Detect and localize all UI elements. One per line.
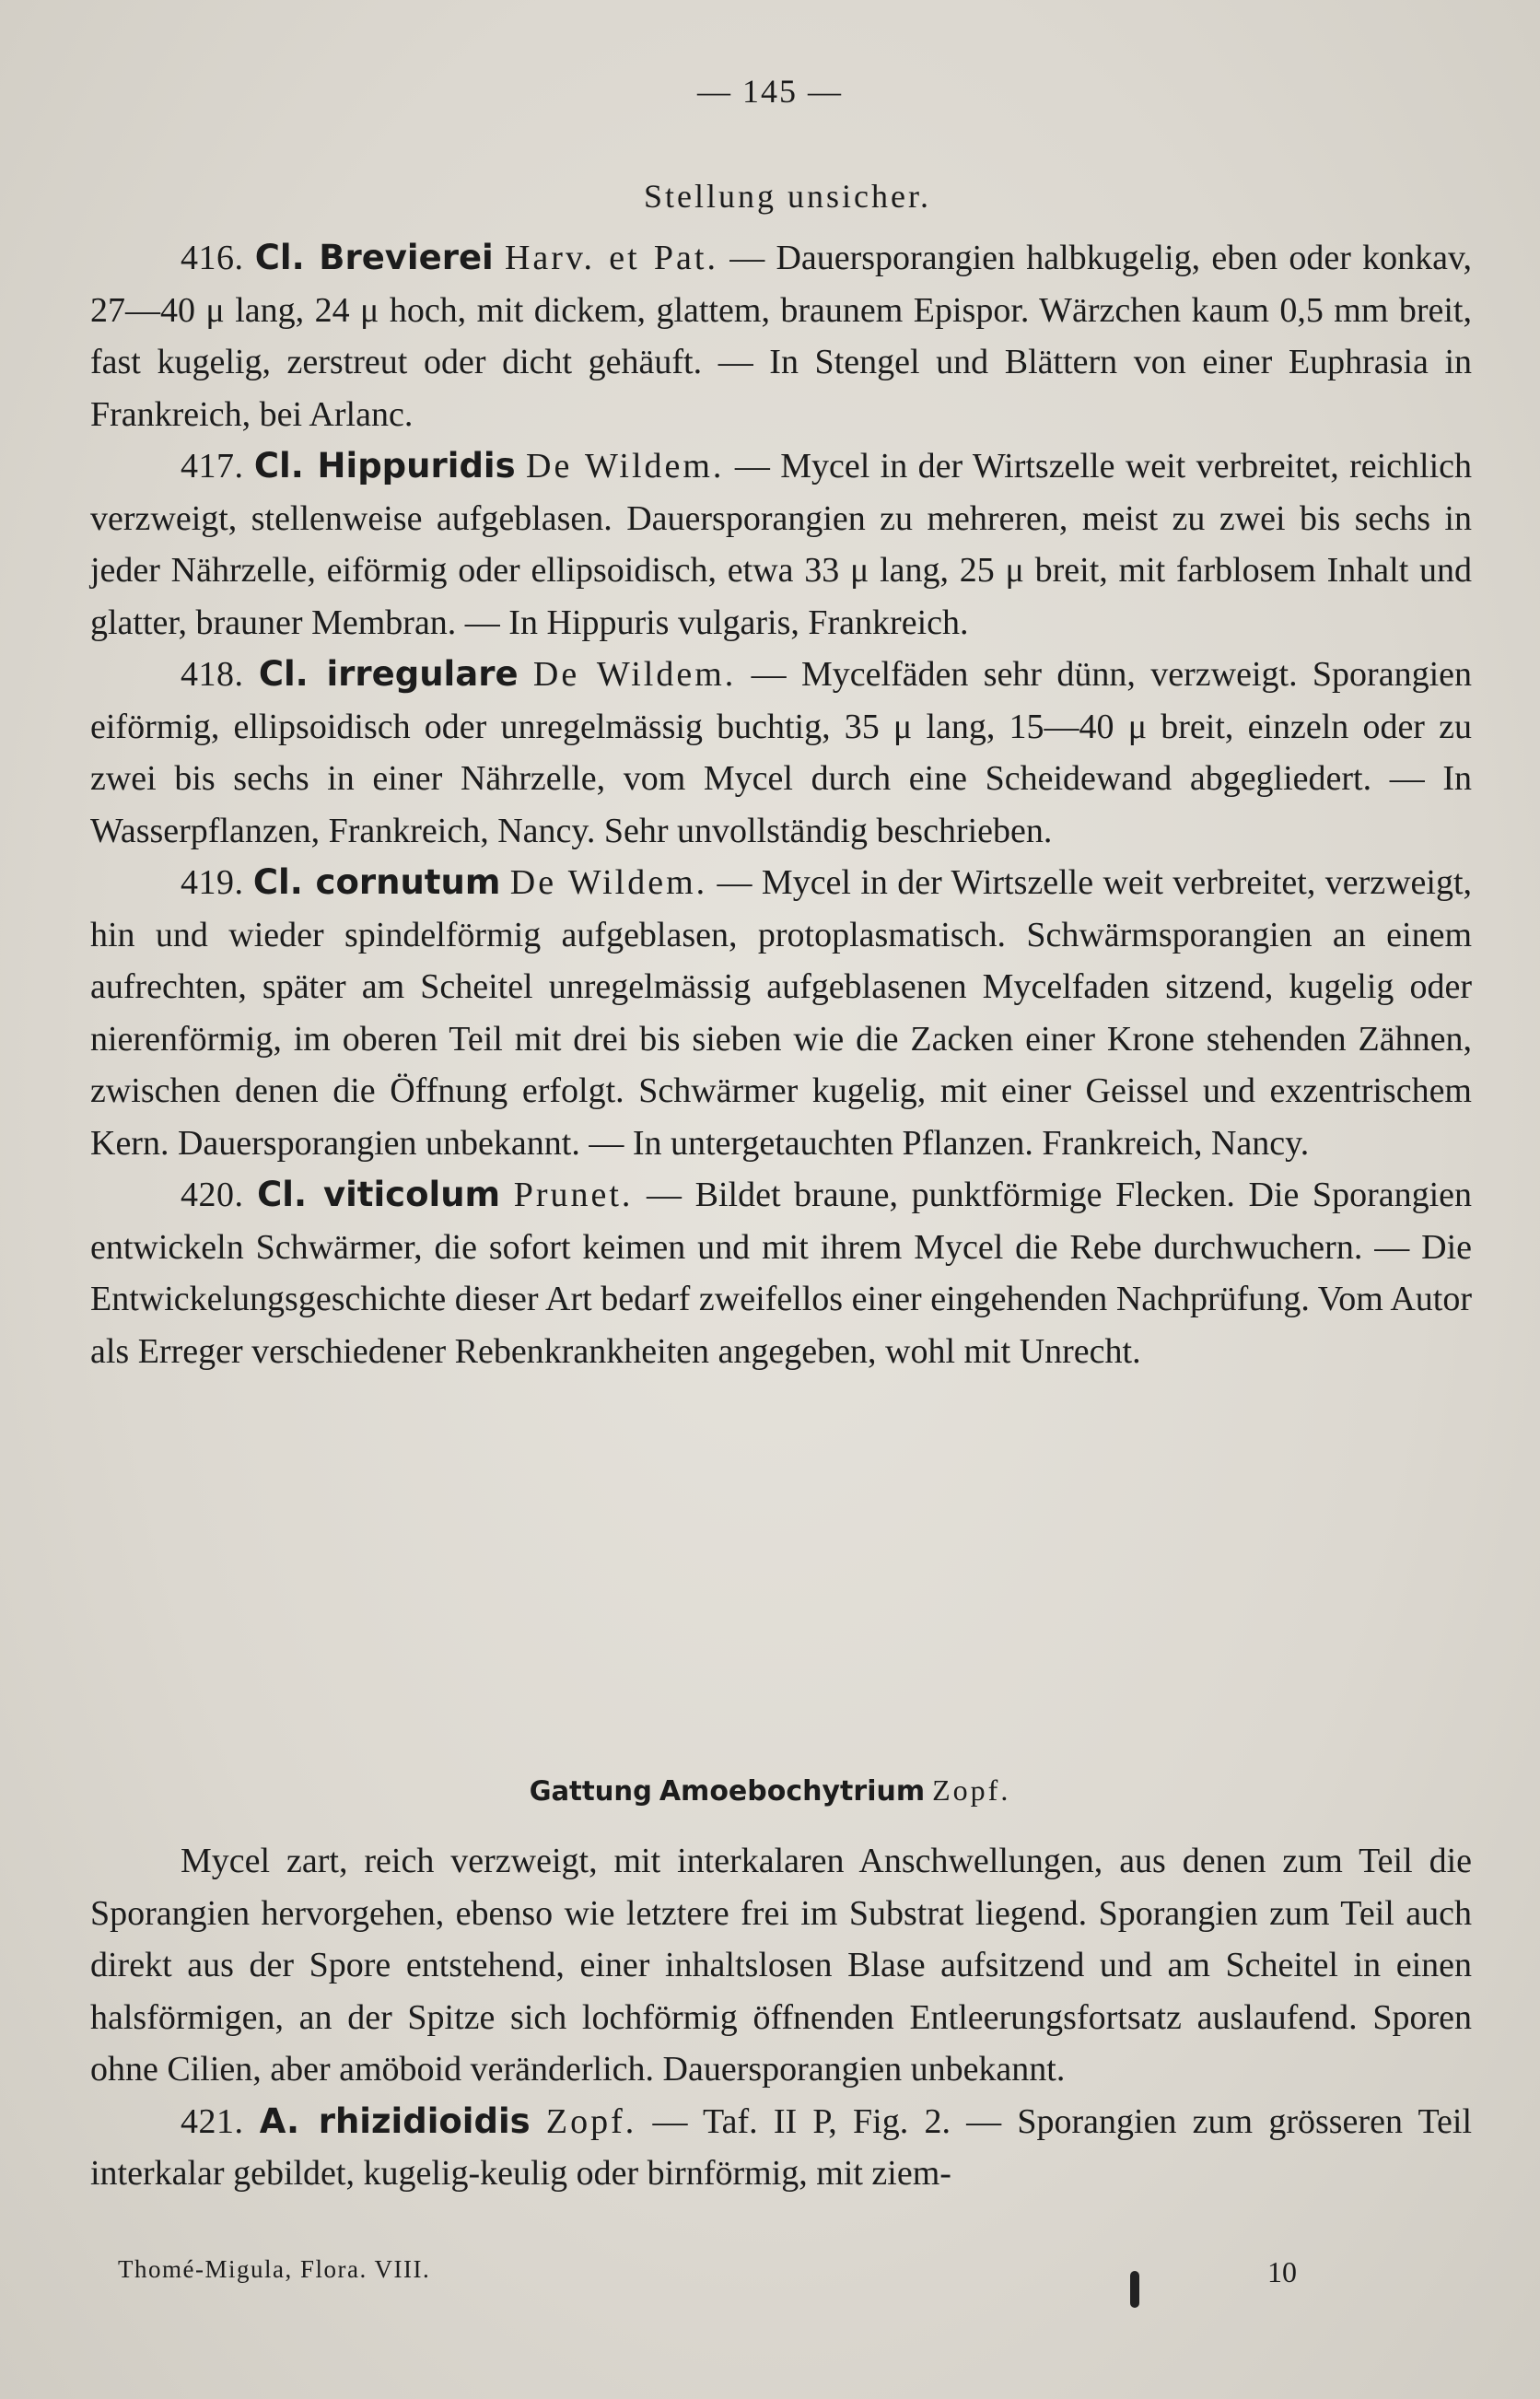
species-name: A. rhizidioidis [259,2101,531,2141]
page-number: — 145 — [697,73,843,110]
species-entry-417 [90,440,1472,649]
entry-text: — Mycelfäden sehr dünn, verzweigt. Sporangien eiförmig, ellipsoidisch oder unregelmässig buchtig, 35 μ lang, 15—40 μ breit, einzeln oder zu zwei bis sechs in einer Nährzelle, vom Mycel durch eine Scheidewand abgegliedert. — In Wasserpflanzen, Frankreich, Nancy. Sehr unvollständig beschrieben. [90,655,1472,850]
species-entry-416 [90,232,1472,440]
entry-text: — Mycel in der Wirtszelle weit verbreitet, reichlich verzweigt, stellenweise aufgeblasen. Dauersporangien zu mehreren, meist zu zwei bis sechs in jeder Nährzelle, eiförmig oder ellipsoidisch, etwa 33 μ lang, 25 μ breit, mit farblosem Inhalt und glatter, brauner Membran. — In Hippuris vulgaris, Frankreich. [90,447,1473,642]
entry-text: — Bildet braune, punktförmige Flecken. Die Sporangien entwickeln Schwärmer, die sofort keimen und mit ihrem Mycel die Rebe durchwuchern. — Die Entwickelungsgeschichte dieser Art bedarf zweifellos einer eingehenden Nachprüfung. Vom Autor als Erreger verschiedener Rebenkrankheiten angegeben, wohl mit Unrecht. [90,1176,1473,1371]
genus-description: Mycel zart, reich verzweigt, mit interkalaren Anschwellungen, aus denen zum Teil die Sporangien hervorgehen, ebenso wie letztere frei im Substrat liegend. Sporangien zum Teil auch direkt aus der Spore entstehend, einer inhaltslosen Blase aufsitzend und am Scheitel in einen halsförmigen, an der Spitze sich lochförmig öffnenden Entleerungsfortsatz auslaufend. Sporen ohne Cilien, aber amöboid veränderlich. Dauersporangien unbekannt. [90,1842,1472,2089]
species-author: Harv. et Pat. [504,239,718,277]
genus-name: Amoebochytrium [659,1775,926,1808]
species-entry-419 [90,857,1472,1169]
species-author: Prunet. [513,1176,634,1214]
entry-text: — Dauersporangien halbkugelig, eben oder konkav, 27—40 μ lang, 24 μ hoch, mit dickem, glattem, braunem Epispor. Wärzchen kaum 0,5 mm breit, fast kugelig, zerstreut oder dicht gehäuft. — In Stengel und Blättern von einer Euphrasia in Frankreich, bei Arlanc. [90,239,1473,434]
species-author: De Wildem. [532,655,737,694]
species-name: Cl. Hippuridis [253,446,516,486]
species-author: De Wildem. [509,863,708,902]
genus-author: Zopf. [932,1773,1011,1807]
entry-text: — Mycel in der Wirtszelle weit verbreitet, verzweigt, hin und wieder spindelförmig aufgeblasen, protoplasmatisch. Schwärmsporangien an einem aufrechten, später am Scheitel unregelmässig aufgeblasenen Mycelfaden sitzend, kugelig oder nierenförmig, im oberen Teil mit drei bis sieben wie die Zacken einer Krone stehenden Zähnen, zwischen denen die Öffnung erfolgt. Schwärmer kugelig, mit einer Geissel und exzentrischem Kern. Dauersporangien unbekannt. — In untergetauchten Pflanzen. Frankreich, Nancy. [90,863,1473,1163]
entry-number: 419. [181,863,244,902]
section-heading: Stellung unsicher. [644,178,931,215]
genus-section [90,1835,1472,2200]
species-name: Cl. cornutum [252,862,501,902]
footer-signature: 10 [1267,2255,1297,2288]
ink-spot [1130,2271,1139,2308]
species-author: De Wildem. [526,447,725,486]
entry-number: 421. [181,2101,244,2141]
species-entry-418 [90,649,1472,857]
species-name: Cl. irregulare [258,654,519,694]
species-author: Zopf. [545,2101,637,2141]
species-entries [90,232,1472,1377]
footer-book-title: Thomé-Migula, Flora. VIII. [118,2255,431,2283]
species-name: Cl. Brevierei [254,238,494,277]
entry-number: 416. [181,239,244,277]
species-entry-421 [90,2096,1472,2200]
entry-number: 417. [181,447,244,486]
entry-number: 418. [181,655,244,694]
genus-heading [0,1773,1540,1808]
entry-text: — Taf. II P, Fig. 2. — Sporangien zum grösseren Teil interkalar gebildet, kugelig-keulig oder birnförmig, mit ziem- [90,2101,1473,2193]
entry-number: 420. [181,1176,244,1214]
species-entry-420 [90,1169,1472,1377]
genus-label: Gattung [529,1775,652,1807]
species-name: Cl. viticolum [257,1175,501,1214]
